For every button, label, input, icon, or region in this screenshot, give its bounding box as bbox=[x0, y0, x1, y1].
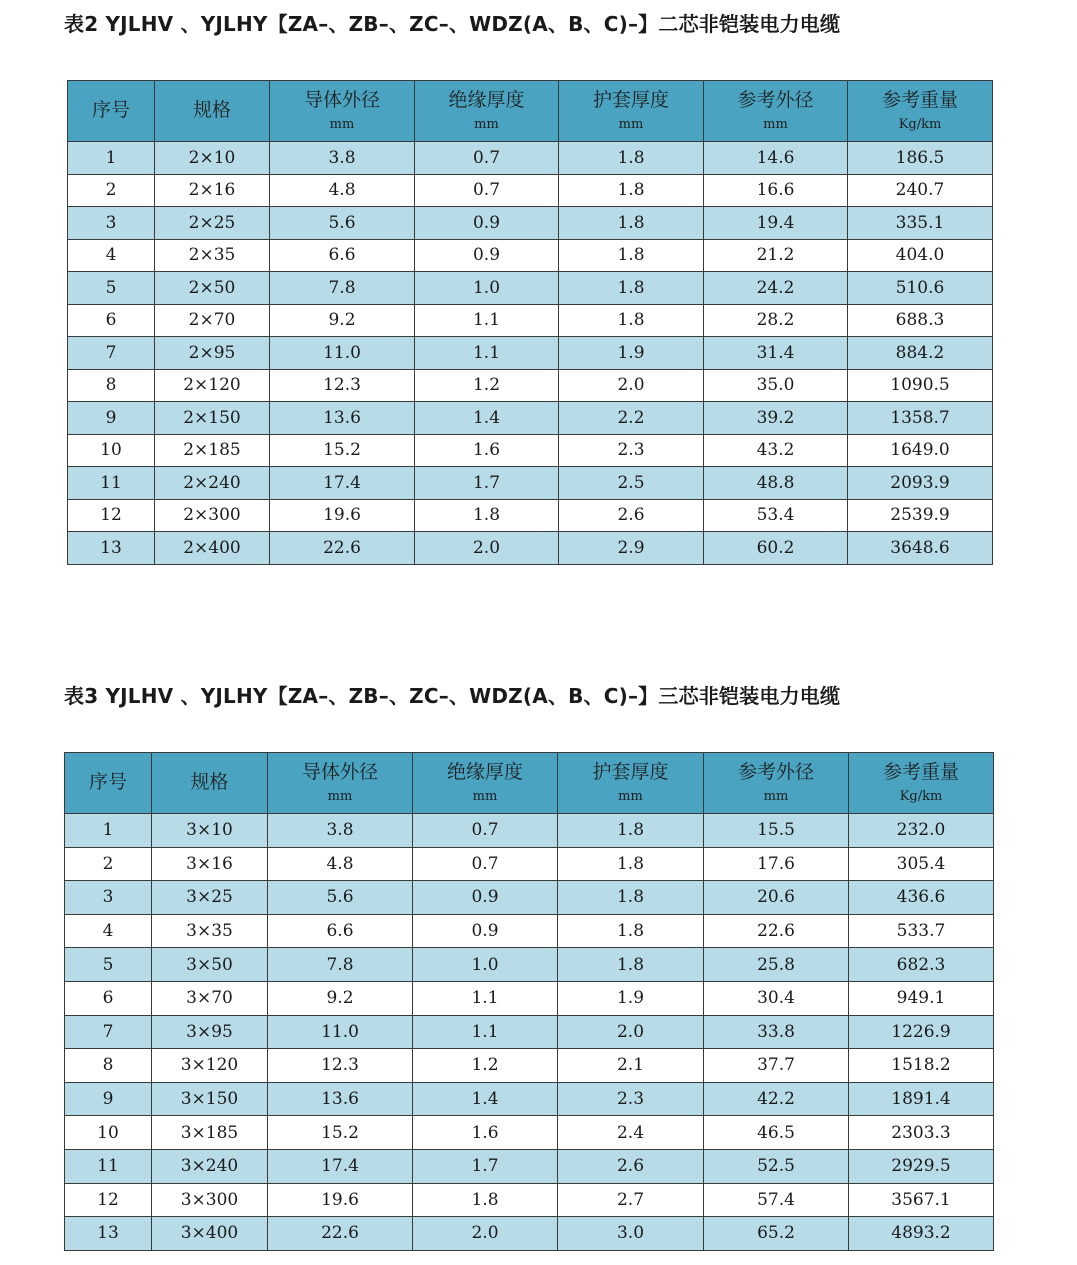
table-cell: 3×35 bbox=[152, 914, 268, 948]
table3-column-header: 规格 bbox=[152, 753, 268, 814]
table-cell: 10 bbox=[65, 1116, 152, 1150]
table-row bbox=[68, 499, 993, 532]
table2-column-header: 规格 bbox=[155, 81, 270, 142]
table-cell: 2.0 bbox=[559, 369, 704, 402]
column-header-unit: mm bbox=[618, 116, 644, 132]
table2-column-header: 序号 bbox=[68, 81, 155, 142]
table-cell: 7.8 bbox=[270, 272, 415, 305]
column-header-unit: mm bbox=[763, 116, 788, 132]
table-cell: 5 bbox=[68, 272, 155, 305]
table-cell: 4 bbox=[65, 914, 152, 948]
table-cell: 2303.3 bbox=[849, 1116, 994, 1150]
table-cell: 8 bbox=[68, 369, 155, 402]
table-cell: 3 bbox=[65, 881, 152, 915]
table-cell: 4.8 bbox=[270, 174, 415, 207]
table-cell: 1649.0 bbox=[848, 434, 993, 467]
table-cell: 1.7 bbox=[415, 467, 559, 500]
table2-column-header bbox=[270, 81, 415, 142]
table-cell: 2×150 bbox=[155, 402, 270, 435]
table-cell: 3×10 bbox=[152, 814, 268, 848]
table3-header bbox=[65, 753, 994, 814]
table-cell: 22.6 bbox=[268, 1217, 413, 1251]
table-cell: 3.8 bbox=[270, 142, 415, 175]
table-cell: 2.3 bbox=[559, 434, 704, 467]
column-header-label: 导体外径 bbox=[301, 761, 378, 783]
table-cell: 335.1 bbox=[848, 207, 993, 240]
table-cell: 2.5 bbox=[559, 467, 704, 500]
table-cell: 3×240 bbox=[152, 1149, 268, 1183]
table-cell: 1.8 bbox=[559, 272, 704, 305]
table-cell: 28.2 bbox=[704, 304, 848, 337]
table-cell: 30.4 bbox=[704, 981, 849, 1015]
table-cell: 6.6 bbox=[270, 239, 415, 272]
table-cell: 1.8 bbox=[559, 207, 704, 240]
table-cell: 0.9 bbox=[413, 881, 558, 915]
table-cell: 10 bbox=[68, 434, 155, 467]
table-cell: 20.6 bbox=[704, 881, 849, 915]
table-cell: 15.2 bbox=[268, 1116, 413, 1150]
column-header-label: 参考重量 bbox=[881, 89, 958, 111]
table-cell: 3×50 bbox=[152, 948, 268, 982]
table-cell: 3×300 bbox=[152, 1183, 268, 1217]
column-header-label: 参考外径 bbox=[737, 761, 814, 783]
table-cell: 949.1 bbox=[849, 981, 994, 1015]
table-cell: 1 bbox=[68, 142, 155, 175]
table-cell: 46.5 bbox=[704, 1116, 849, 1150]
table-cell: 2.1 bbox=[558, 1049, 704, 1083]
table-cell: 5.6 bbox=[268, 881, 413, 915]
table-cell: 1.8 bbox=[559, 304, 704, 337]
table2-header bbox=[68, 81, 993, 142]
table-cell: 1.8 bbox=[559, 239, 704, 272]
table-cell: 2×16 bbox=[155, 174, 270, 207]
table2-body bbox=[68, 142, 993, 565]
table-cell: 13.6 bbox=[270, 402, 415, 435]
table-cell: 1.1 bbox=[413, 981, 558, 1015]
table-cell: 2×185 bbox=[155, 434, 270, 467]
table-cell: 1.0 bbox=[413, 948, 558, 982]
table-row bbox=[65, 847, 994, 881]
table-cell: 2.3 bbox=[558, 1082, 704, 1116]
table-cell: 0.9 bbox=[415, 239, 559, 272]
table-cell: 1.4 bbox=[415, 402, 559, 435]
table2-column-header bbox=[415, 81, 559, 142]
table-cell: 2.7 bbox=[558, 1183, 704, 1217]
table-row bbox=[65, 1217, 994, 1251]
table-row bbox=[65, 1049, 994, 1083]
table-cell: 0.9 bbox=[413, 914, 558, 948]
table-cell: 3 bbox=[68, 207, 155, 240]
table-cell: 1.8 bbox=[413, 1183, 558, 1217]
column-header-label: 导体外径 bbox=[303, 89, 380, 111]
table-cell: 1.8 bbox=[558, 814, 704, 848]
table3-cable-spec bbox=[64, 752, 994, 1251]
table-cell: 48.8 bbox=[704, 467, 848, 500]
table-cell: 1.8 bbox=[558, 847, 704, 881]
table-row bbox=[68, 337, 993, 370]
table-row bbox=[65, 914, 994, 948]
table-row bbox=[65, 1082, 994, 1116]
table-cell: 4 bbox=[68, 239, 155, 272]
table-cell: 11 bbox=[68, 467, 155, 500]
table-row bbox=[68, 239, 993, 272]
table-cell: 3×16 bbox=[152, 847, 268, 881]
table-cell: 2×50 bbox=[155, 272, 270, 305]
table-cell: 13 bbox=[68, 532, 155, 565]
table-cell: 2×400 bbox=[155, 532, 270, 565]
table2-column-header bbox=[559, 81, 704, 142]
table-cell: 42.2 bbox=[704, 1082, 849, 1116]
table3-title: 表3 YJLHV 、YJLHY【ZA–、ZB–、ZC–、WDZ(A、B、C)–】三芯非铠装电力电缆 bbox=[64, 684, 841, 708]
table-cell: 35.0 bbox=[704, 369, 848, 402]
table-row bbox=[65, 981, 994, 1015]
table-cell: 2×35 bbox=[155, 239, 270, 272]
table-cell: 12.3 bbox=[270, 369, 415, 402]
table-cell: 3×120 bbox=[152, 1049, 268, 1083]
table-cell: 2×300 bbox=[155, 499, 270, 532]
table-cell: 25.8 bbox=[704, 948, 849, 982]
table-cell: 2.6 bbox=[558, 1149, 704, 1183]
table-cell: 17.6 bbox=[704, 847, 849, 881]
column-header-unit: mm bbox=[618, 788, 643, 804]
table-cell: 232.0 bbox=[849, 814, 994, 848]
table-cell: 9.2 bbox=[268, 981, 413, 1015]
table-cell: 11 bbox=[65, 1149, 152, 1183]
table-cell: 1.8 bbox=[559, 174, 704, 207]
table-cell: 6 bbox=[68, 304, 155, 337]
table-cell: 12 bbox=[65, 1183, 152, 1217]
table3-column-header: 序号 bbox=[65, 753, 152, 814]
table-cell: 3×400 bbox=[152, 1217, 268, 1251]
table-cell: 13.6 bbox=[268, 1082, 413, 1116]
table-cell: 3648.6 bbox=[848, 532, 993, 565]
table-cell: 1.1 bbox=[413, 1015, 558, 1049]
table-cell: 3.0 bbox=[558, 1217, 704, 1251]
table-cell: 9 bbox=[68, 402, 155, 435]
table-cell: 9.2 bbox=[270, 304, 415, 337]
table-cell: 5.6 bbox=[270, 207, 415, 240]
table-cell: 21.2 bbox=[704, 239, 848, 272]
table-cell: 186.5 bbox=[848, 142, 993, 175]
table-cell: 2 bbox=[68, 174, 155, 207]
table-cell: 1.8 bbox=[558, 881, 704, 915]
table-cell: 53.4 bbox=[704, 499, 848, 532]
table-row bbox=[68, 142, 993, 175]
table-cell: 3.8 bbox=[268, 814, 413, 848]
table-cell: 17.4 bbox=[270, 467, 415, 500]
table3-column-header bbox=[558, 753, 704, 814]
table-cell: 17.4 bbox=[268, 1149, 413, 1183]
column-header-label: 参考重量 bbox=[882, 761, 959, 783]
table-cell: 1.1 bbox=[415, 304, 559, 337]
table-cell: 9 bbox=[65, 1082, 152, 1116]
table-cell: 1.4 bbox=[413, 1082, 558, 1116]
table-cell: 2.0 bbox=[415, 532, 559, 565]
column-header-label: 护套厚度 bbox=[592, 761, 669, 783]
table-cell: 2.6 bbox=[559, 499, 704, 532]
table-cell: 2.0 bbox=[413, 1217, 558, 1251]
table-cell: 33.8 bbox=[704, 1015, 849, 1049]
table-cell: 52.5 bbox=[704, 1149, 849, 1183]
table2-cable-spec bbox=[67, 80, 993, 565]
table-cell: 2539.9 bbox=[848, 499, 993, 532]
table-row bbox=[65, 814, 994, 848]
table3-column-header bbox=[849, 753, 994, 814]
table-cell: 19.4 bbox=[704, 207, 848, 240]
table-row bbox=[65, 1183, 994, 1217]
table-cell: 1.8 bbox=[559, 142, 704, 175]
table-cell: 1.8 bbox=[558, 914, 704, 948]
table-row bbox=[68, 304, 993, 337]
column-header-unit: Kg/km bbox=[898, 116, 942, 132]
table-cell: 1.2 bbox=[415, 369, 559, 402]
column-header-unit: mm bbox=[472, 788, 498, 804]
table-cell: 31.4 bbox=[704, 337, 848, 370]
table-cell: 1518.2 bbox=[849, 1049, 994, 1083]
table-cell: 37.7 bbox=[704, 1049, 849, 1083]
column-header-unit: Kg/km bbox=[899, 788, 943, 804]
table-row bbox=[65, 1015, 994, 1049]
table-cell: 5 bbox=[65, 948, 152, 982]
table3-body bbox=[65, 814, 994, 1251]
column-header-unit: mm bbox=[327, 788, 353, 804]
table-cell: 2.2 bbox=[559, 402, 704, 435]
table3-column-header bbox=[704, 753, 849, 814]
table-cell: 65.2 bbox=[704, 1217, 849, 1251]
table-row bbox=[65, 948, 994, 982]
table3-column-header bbox=[268, 753, 413, 814]
table-cell: 7 bbox=[68, 337, 155, 370]
table-cell: 2×70 bbox=[155, 304, 270, 337]
table-cell: 43.2 bbox=[704, 434, 848, 467]
table-row bbox=[68, 174, 993, 207]
table-cell: 7 bbox=[65, 1015, 152, 1049]
table-cell: 4.8 bbox=[268, 847, 413, 881]
column-header-label: 绝缘厚度 bbox=[446, 761, 523, 783]
table-cell: 2.4 bbox=[558, 1116, 704, 1150]
table-cell: 1891.4 bbox=[849, 1082, 994, 1116]
table-cell: 2×25 bbox=[155, 207, 270, 240]
table-cell: 3×70 bbox=[152, 981, 268, 1015]
table-cell: 510.6 bbox=[848, 272, 993, 305]
table-cell: 2×10 bbox=[155, 142, 270, 175]
table-cell: 6.6 bbox=[268, 914, 413, 948]
table-cell: 1.2 bbox=[413, 1049, 558, 1083]
table-cell: 16.6 bbox=[704, 174, 848, 207]
table-cell: 1.8 bbox=[558, 948, 704, 982]
table-row bbox=[68, 402, 993, 435]
table-cell: 2093.9 bbox=[848, 467, 993, 500]
table-cell: 1090.5 bbox=[848, 369, 993, 402]
table-row bbox=[68, 467, 993, 500]
table-row bbox=[68, 434, 993, 467]
table-cell: 22.6 bbox=[704, 914, 849, 948]
table-row bbox=[65, 1116, 994, 1150]
table-cell: 1.6 bbox=[413, 1116, 558, 1150]
table-row bbox=[65, 1149, 994, 1183]
table3-header-row bbox=[65, 753, 994, 814]
table-cell: 1.9 bbox=[558, 981, 704, 1015]
table-cell: 3×25 bbox=[152, 881, 268, 915]
table-cell: 2×240 bbox=[155, 467, 270, 500]
table-cell: 1.0 bbox=[415, 272, 559, 305]
table-cell: 1226.9 bbox=[849, 1015, 994, 1049]
table-cell: 7.8 bbox=[268, 948, 413, 982]
table-cell: 57.4 bbox=[704, 1183, 849, 1217]
column-header-label: 参考外径 bbox=[737, 89, 814, 111]
table-cell: 3×150 bbox=[152, 1082, 268, 1116]
table-cell: 39.2 bbox=[704, 402, 848, 435]
table-cell: 8 bbox=[65, 1049, 152, 1083]
table-cell: 884.2 bbox=[848, 337, 993, 370]
table-row bbox=[68, 369, 993, 402]
table2-header-row bbox=[68, 81, 993, 142]
table-cell: 682.3 bbox=[849, 948, 994, 982]
table2-column-header bbox=[848, 81, 993, 142]
table-cell: 1.7 bbox=[413, 1149, 558, 1183]
table-cell: 3567.1 bbox=[849, 1183, 994, 1217]
column-header-unit: mm bbox=[763, 788, 789, 804]
table-cell: 2.9 bbox=[559, 532, 704, 565]
column-header-label: 护套厚度 bbox=[592, 89, 669, 111]
table-cell: 1.6 bbox=[415, 434, 559, 467]
column-header-label: 绝缘厚度 bbox=[448, 89, 525, 111]
table-cell: 14.6 bbox=[704, 142, 848, 175]
table-cell: 19.6 bbox=[270, 499, 415, 532]
table-cell: 3×95 bbox=[152, 1015, 268, 1049]
table2-title: 表2 YJLHV 、YJLHY【ZA–、ZB–、ZC–、WDZ(A、B、C)–】二芯非铠装电力电缆 bbox=[64, 12, 841, 36]
table-cell: 1 bbox=[65, 814, 152, 848]
table-cell: 533.7 bbox=[849, 914, 994, 948]
table-cell: 2929.5 bbox=[849, 1149, 994, 1183]
table-cell: 2 bbox=[65, 847, 152, 881]
table-cell: 19.6 bbox=[268, 1183, 413, 1217]
table-cell: 3×185 bbox=[152, 1116, 268, 1150]
table-cell: 2×95 bbox=[155, 337, 270, 370]
table-cell: 2.0 bbox=[558, 1015, 704, 1049]
table-cell: 0.7 bbox=[415, 142, 559, 175]
table-cell: 11.0 bbox=[270, 337, 415, 370]
table-cell: 13 bbox=[65, 1217, 152, 1251]
table2-column-header bbox=[704, 81, 848, 142]
table-cell: 4893.2 bbox=[849, 1217, 994, 1251]
table-cell: 688.3 bbox=[848, 304, 993, 337]
table-row bbox=[68, 532, 993, 565]
table-cell: 0.7 bbox=[415, 174, 559, 207]
table-cell: 240.7 bbox=[848, 174, 993, 207]
table-cell: 1.9 bbox=[559, 337, 704, 370]
table-cell: 15.2 bbox=[270, 434, 415, 467]
table-cell: 0.7 bbox=[413, 847, 558, 881]
table3-column-header bbox=[413, 753, 558, 814]
table-cell: 12 bbox=[68, 499, 155, 532]
column-header-unit: mm bbox=[474, 116, 499, 132]
table-cell: 6 bbox=[65, 981, 152, 1015]
table-cell: 2×120 bbox=[155, 369, 270, 402]
table-cell: 24.2 bbox=[704, 272, 848, 305]
table-row bbox=[68, 207, 993, 240]
table-cell: 1.8 bbox=[415, 499, 559, 532]
table-cell: 0.7 bbox=[413, 814, 558, 848]
table-cell: 436.6 bbox=[849, 881, 994, 915]
table-row bbox=[68, 272, 993, 305]
column-header-unit: mm bbox=[329, 116, 355, 132]
table-cell: 15.5 bbox=[704, 814, 849, 848]
table-cell: 404.0 bbox=[848, 239, 993, 272]
table-cell: 1358.7 bbox=[848, 402, 993, 435]
table-cell: 60.2 bbox=[704, 532, 848, 565]
table-cell: 0.9 bbox=[415, 207, 559, 240]
table-cell: 22.6 bbox=[270, 532, 415, 565]
table-row bbox=[65, 881, 994, 915]
table-cell: 305.4 bbox=[849, 847, 994, 881]
table-cell: 1.1 bbox=[415, 337, 559, 370]
table-cell: 12.3 bbox=[268, 1049, 413, 1083]
table-cell: 11.0 bbox=[268, 1015, 413, 1049]
